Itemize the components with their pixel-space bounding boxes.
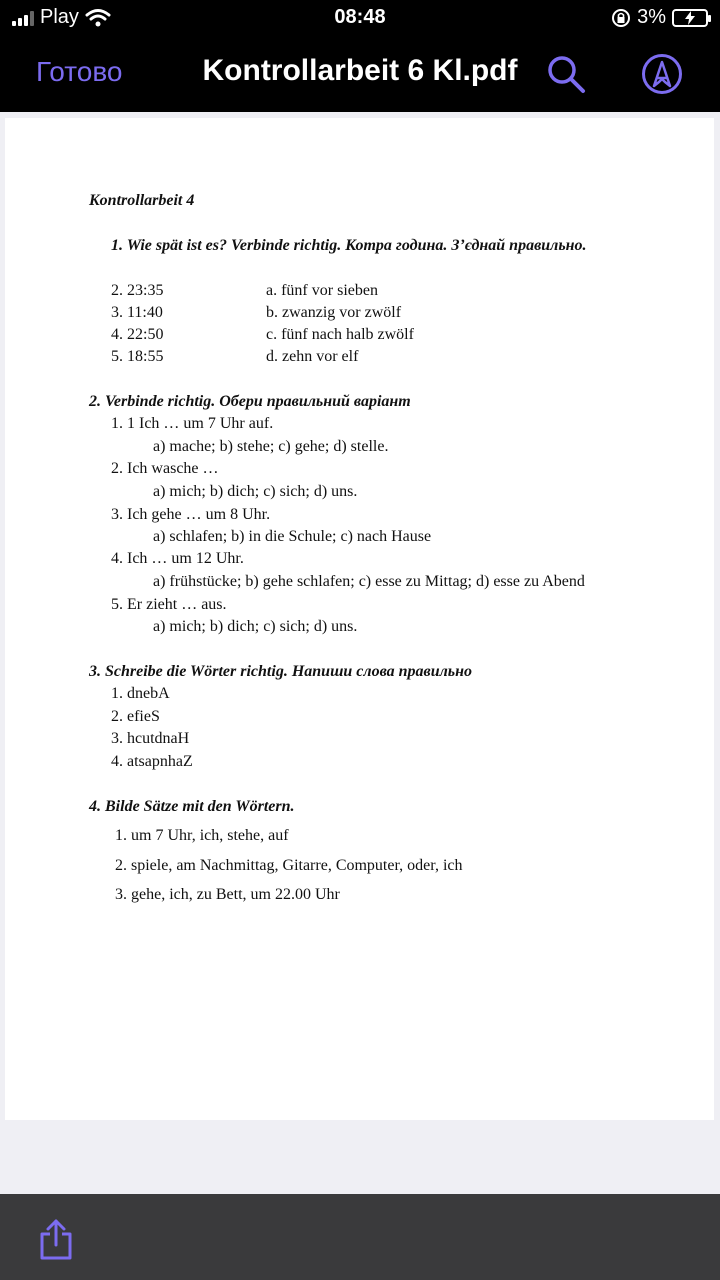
sentence-item: 1. um 7 Uhr, ich, stehe, auf	[115, 827, 289, 844]
orientation-lock-icon	[611, 8, 631, 28]
options-item: a) frühstücke; b) gehe schlafen; c) esse zu Mittag; d) esse zu Abend	[153, 573, 585, 590]
sentence-item: 2. spiele, am Nachmittag, Gitarre, Computer, oder, ich	[115, 857, 463, 874]
time-item: 4. 22:50	[111, 326, 164, 343]
question-item: 3. Ich gehe … um 8 Uhr.	[111, 506, 271, 523]
word-item: 1. dnebA	[111, 685, 170, 702]
word-item: 3. hcutdnaH	[111, 730, 190, 747]
answer-item: c. fünf nach halb zwölf	[266, 326, 414, 343]
answer-item: b. zwanzig vor zwölf	[266, 304, 402, 321]
pdf-page[interactable]	[5, 118, 714, 1120]
question-item: 5. Er zieht … aus.	[111, 596, 227, 613]
markup-icon[interactable]	[641, 53, 683, 95]
battery-percent: 3%	[637, 6, 666, 28]
section3-title: 3. Schreibe die Wörter richtig. Напиши слова правильно	[89, 663, 472, 680]
sentence-item: 3. gehe, ich, zu Bett, um 22.00 Uhr	[115, 886, 340, 903]
document-title: Kontrollarbeit 6 Kl.pdf	[202, 54, 518, 87]
options-item: a) schlafen; b) in die Schule; c) nach Hause	[153, 528, 432, 545]
question-item: 4. Ich … um 12 Uhr.	[111, 550, 244, 567]
share-icon[interactable]	[38, 1218, 74, 1260]
section4-title: 4. Bilde Sätze mit den Wörtern.	[89, 798, 295, 815]
options-item: a) mich; b) dich; c) sich; d) uns.	[153, 618, 358, 635]
time-item: 5. 18:55	[111, 348, 164, 365]
question-item: 1. 1 Ich … um 7 Uhr auf.	[111, 415, 274, 432]
section1-title: 1. Wie spät ist es? Verbinde richtig. Котра година. З’єднай правильно.	[111, 237, 587, 254]
search-icon[interactable]	[546, 54, 586, 94]
options-item: a) mich; b) dich; c) sich; d) uns.	[153, 483, 358, 500]
done-button[interactable]: Готово	[36, 56, 123, 87]
word-item: 2. efieS	[111, 708, 160, 725]
carrier-label: Play	[40, 6, 79, 28]
battery-icon	[672, 9, 708, 27]
status-right	[611, 6, 708, 29]
doc-heading: Kontrollarbeit 4	[89, 192, 195, 209]
word-item: 4. atsapnhaZ	[111, 753, 193, 770]
question-item: 2. Ich wasche …	[111, 460, 219, 477]
answer-item: a. fünf vor sieben	[266, 282, 378, 299]
time-item: 3. 11:40	[111, 304, 163, 321]
bottom-toolbar	[0, 1194, 720, 1280]
document-content	[5, 118, 714, 1120]
options-item: a) mache; b) stehe; c) gehe; d) stelle.	[153, 438, 389, 455]
time-item: 2. 23:35	[111, 282, 164, 299]
answer-item: d. zehn vor elf	[266, 348, 359, 365]
navigation-bar	[0, 36, 720, 112]
clock: 08:48	[334, 6, 386, 28]
section2-title: 2. Verbinde richtig. Обери правильний варіант	[89, 393, 411, 410]
status-bar	[0, 0, 720, 36]
